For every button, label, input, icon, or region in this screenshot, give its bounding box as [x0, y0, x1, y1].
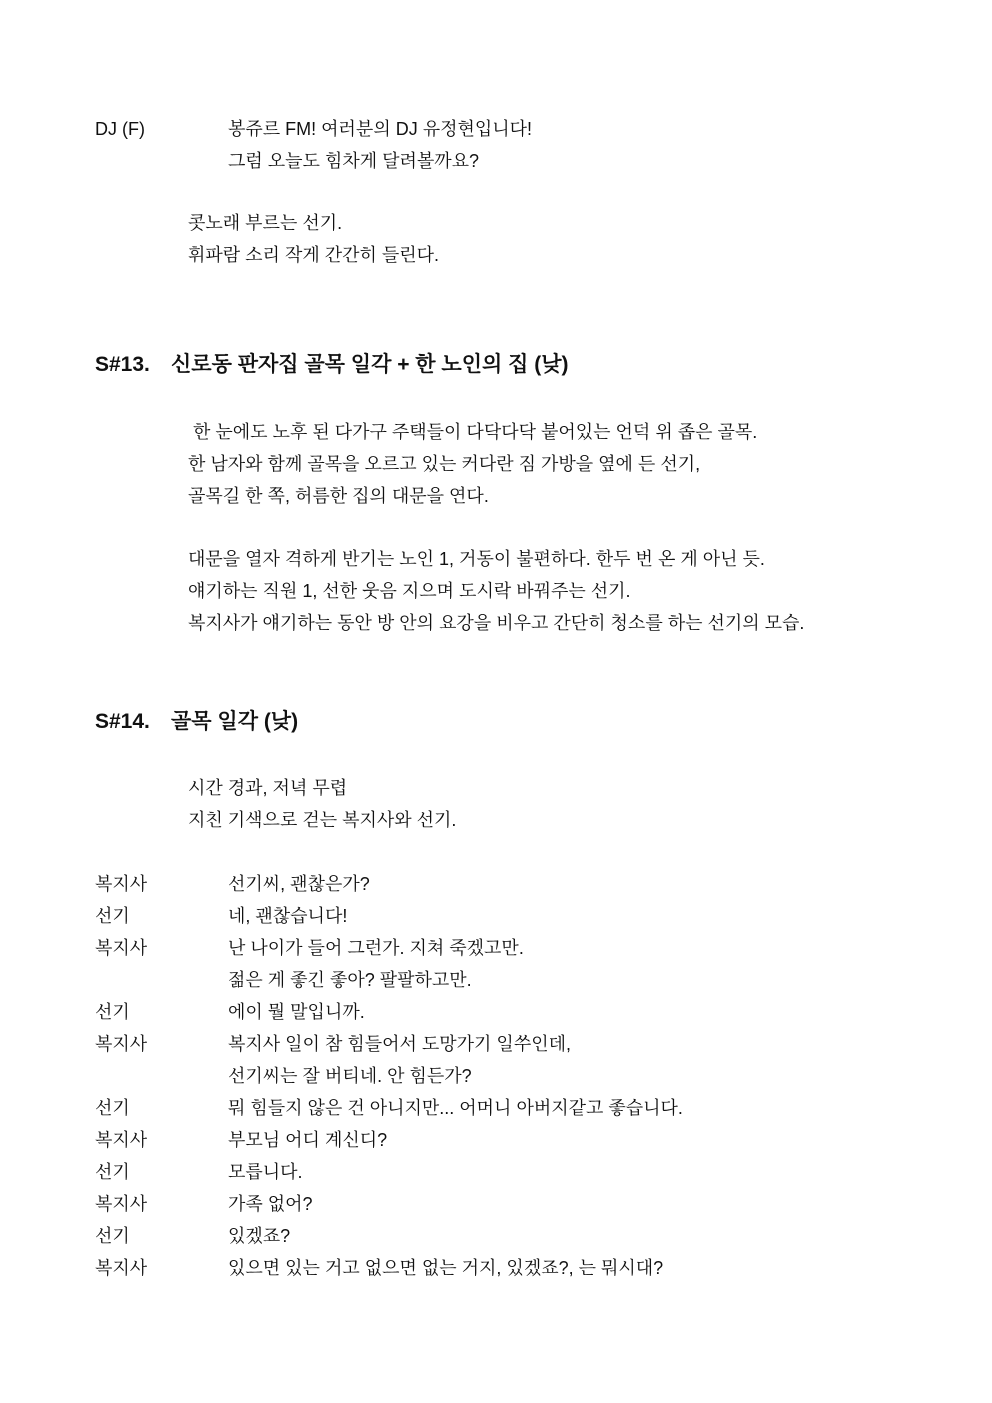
speaker: DJ (F): [95, 119, 145, 139]
scene-heading-13: [95, 349, 569, 381]
speaker: 복지사: [95, 874, 148, 894]
dialogue-line: 복지사 일이 참 힘들어서 도망가기 일쑤인데,: [228, 1034, 571, 1054]
dialogue-row: [0, 1252, 992, 1284]
dialogue-line: 가족 없어?: [228, 1194, 313, 1214]
dialogue-row: [0, 1028, 992, 1060]
speaker: 복지사: [95, 1034, 148, 1054]
action-line: 골목길 한 쪽, 허름한 집의 대문을 연다.: [188, 486, 489, 506]
dialogue-line: 선기씨, 괜찮은가?: [228, 874, 370, 894]
dialogue-row: [0, 1092, 992, 1124]
speaker: 복지사: [95, 938, 148, 958]
dialogue-row: [0, 868, 992, 900]
action-line: 한 눈에도 노후 된 다가구 주택들이 다닥다닥 붙어있는 언덕 위 좁은 골목.: [193, 422, 758, 442]
dialogue-line: 있으면 있는 거고 없으면 없는 거지, 있겠죠?, 는 뭐시대?: [228, 1258, 664, 1278]
dialogue-line: 모릅니다.: [228, 1162, 303, 1182]
dialogue-row: [0, 964, 992, 996]
dialogue-line: 젊은 게 좋긴 좋아? 팔팔하고만.: [228, 970, 472, 990]
dialogue-row: [0, 1124, 992, 1156]
action-line: 휘파람 소리 작게 간간히 들린다.: [188, 245, 440, 265]
action-line: 복지사가 얘기하는 동안 방 안의 요강을 비우고 간단히 청소를 하는 선기의 모습.: [188, 613, 805, 633]
action-line: 얘기하는 직원 1, 선한 웃음 지으며 도시락 바꿔주는 선기.: [188, 581, 631, 601]
speaker: 선기: [95, 1098, 130, 1118]
speaker: 복지사: [95, 1194, 148, 1214]
action-line: 대문을 열자 격하게 반기는 노인 1, 거동이 불편하다. 한두 번 온 게 아닌 듯.: [188, 549, 765, 569]
dialogue-line: 난 나이가 들어 그런가. 지쳐 죽겠고만.: [228, 938, 524, 958]
dialogue-line: 에이 뭘 말입니까.: [228, 1002, 365, 1022]
speaker: 복지사: [95, 1258, 148, 1278]
speaker: 선기: [95, 906, 130, 926]
dialogue-line: 봉쥬르 FM! 여러분의 DJ 유정현입니다!: [228, 119, 533, 139]
dialogue-row: [0, 900, 992, 932]
action-line: 콧노래 부르는 선기.: [188, 213, 343, 233]
dialogue-row: [0, 1220, 992, 1252]
action-block: [0, 207, 992, 271]
dialogue-line: 부모님 어디 계신디?: [228, 1130, 388, 1150]
dialogue-block: [0, 868, 992, 1284]
action-block: [0, 543, 992, 639]
action-block: [0, 772, 992, 836]
action-line: 지친 기색으로 걷는 복지사와 선기.: [188, 810, 457, 830]
dialogue-line: 선기씨는 잘 버티네. 안 힘든가?: [228, 1066, 472, 1086]
action-line: 한 남자와 함께 골목을 오르고 있는 커다란 짐 가방을 옆에 든 선기,: [188, 454, 701, 474]
scene-title: 신로동 판자집 골목 일각 + 한 노인의 집 (낮): [171, 353, 569, 376]
scene-heading-14: [95, 706, 298, 738]
dialogue-line: 뭐 힘들지 않은 건 아니지만... 어머니 아버지같고 좋습니다.: [228, 1098, 683, 1118]
scene-number: S#13.: [95, 353, 150, 376]
action-line: 시간 경과, 저녁 무렵: [188, 778, 348, 798]
speaker: 선기: [95, 1162, 130, 1182]
dialogue-line: 네, 괜찮습니다!: [228, 906, 348, 926]
dialogue-row: [0, 1188, 992, 1220]
scene-title: 골목 일각 (낮): [171, 710, 299, 733]
action-block: [0, 416, 992, 512]
speaker: 선기: [95, 1002, 130, 1022]
scene-number: S#14.: [95, 710, 150, 733]
speaker: 선기: [95, 1226, 130, 1246]
dialogue-row: [0, 1060, 992, 1092]
dialogue-row: [0, 932, 992, 964]
dialogue-line: 있겠죠?: [228, 1226, 291, 1246]
dialogue-line: 그럼 오늘도 힘차게 달려볼까요?: [228, 151, 480, 171]
speaker: 복지사: [95, 1130, 148, 1150]
dialogue-row: [0, 996, 992, 1028]
dialogue-row: [0, 1156, 992, 1188]
dj-dialogue: [0, 113, 992, 177]
